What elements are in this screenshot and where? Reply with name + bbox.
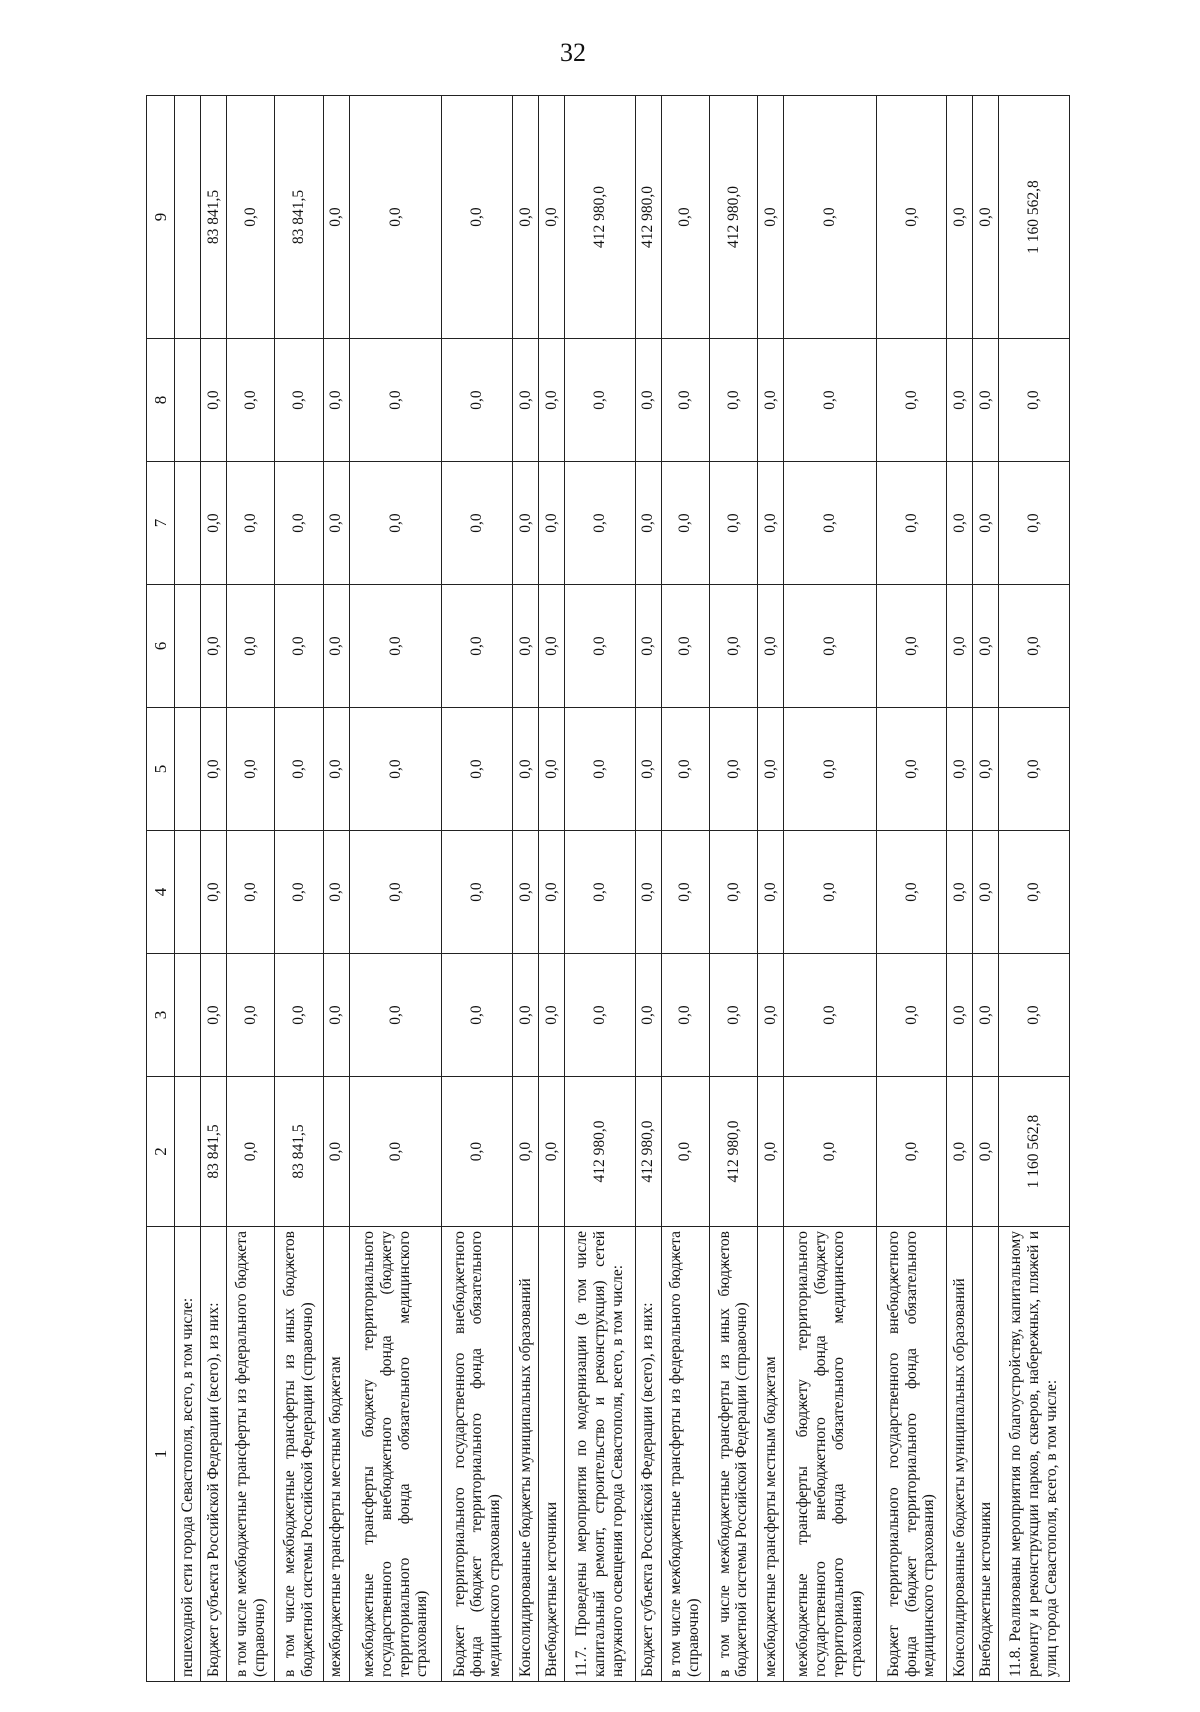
table-cell: 0,0 [349,831,442,954]
table-cell: 0,0 [784,708,877,831]
row-label: 11.8. Реализованы мероприятия по благоустройству, капитальному ремонту и реконструкции парков, скверов, набережных, пляжей и улиц города Севастополя, всего, в том числе: [999,1227,1070,1682]
table-row [513,96,539,1682]
table-cell: 0,0 [876,96,947,339]
column-header: 3 [147,954,175,1077]
table-row [947,96,973,1682]
table-cell: 0,0 [947,96,973,339]
table-cell: 0,0 [539,831,565,954]
table-cell: 0,0 [201,585,227,708]
table-cell: 0,0 [227,462,275,585]
table-container [146,96,1070,1682]
table-cell: 0,0 [513,1077,539,1227]
table-cell: 0,0 [661,708,709,831]
table-cell: 0,0 [973,585,999,708]
table-cell: 0,0 [758,708,784,831]
table-cell: 0,0 [227,1077,275,1227]
table-cell: 0,0 [973,708,999,831]
column-header: 4 [147,831,175,954]
table-cell: 0,0 [999,708,1070,831]
table-cell: 0,0 [758,1077,784,1227]
table-cell: 0,0 [442,462,513,585]
table-cell: 0,0 [784,339,877,462]
row-label: Бюджет субъекта Российской Федерации (всего), из них: [201,1227,227,1682]
table-cell: 0,0 [565,831,636,954]
table-cell: 83 841,5 [201,1077,227,1227]
table-cell: 0,0 [947,954,973,1077]
row-label: в том числе межбюджетные трансферты из иных бюджетов бюджетной системы Российской Федерации (справочно) [275,1227,323,1682]
row-label: Бюджет территориального государственного внебюджетного фонда (бюджет территориального фонда обязательного медицинского страхования) [442,1227,513,1682]
table-cell [175,585,201,708]
table-cell: 0,0 [635,954,661,1077]
table-cell: 0,0 [513,708,539,831]
table-cell: 0,0 [349,96,442,339]
table-row [565,96,636,1682]
table-cell: 0,0 [227,96,275,339]
row-label: межбюджетные трансферты местным бюджетам [758,1227,784,1682]
table-cell: 0,0 [947,831,973,954]
table-cell: 0,0 [999,462,1070,585]
table-cell: 412 980,0 [565,96,636,339]
table-cell: 0,0 [784,1077,877,1227]
table-cell: 0,0 [876,1077,947,1227]
table-cell: 0,0 [973,462,999,585]
table-row [709,96,757,1682]
table-cell: 0,0 [323,462,349,585]
table-cell: 0,0 [709,831,757,954]
table-cell: 0,0 [227,954,275,1077]
table-cell: 0,0 [661,462,709,585]
row-label: Консолидированные бюджеты муниципальных образований [513,1227,539,1682]
table-cell [175,462,201,585]
row-label: Консолидированные бюджеты муниципальных образований [947,1227,973,1682]
table-cell: 0,0 [349,954,442,1077]
table-cell: 83 841,5 [275,96,323,339]
table-cell: 0,0 [947,1077,973,1227]
budget-table [146,95,1070,1682]
table-cell: 0,0 [876,831,947,954]
table-cell: 0,0 [349,462,442,585]
table-cell [175,96,201,339]
row-label: в том числе межбюджетные трансферты из федерального бюджета (справочно) [227,1227,275,1682]
table-cell: 0,0 [349,708,442,831]
table-cell: 0,0 [565,585,636,708]
table-cell: 0,0 [539,1077,565,1227]
table-cell: 0,0 [758,96,784,339]
table-cell: 0,0 [513,831,539,954]
table-cell: 0,0 [539,96,565,339]
table-row [275,96,323,1682]
table-cell: 0,0 [323,831,349,954]
table-cell: 0,0 [565,339,636,462]
table-cell: 0,0 [201,708,227,831]
table-cell [175,339,201,462]
table-cell: 0,0 [784,954,877,1077]
table-cell: 0,0 [539,462,565,585]
table-cell: 0,0 [661,1077,709,1227]
table-cell: 0,0 [876,708,947,831]
table-cell [175,954,201,1077]
table-cell: 0,0 [275,339,323,462]
table-row [661,96,709,1682]
table-cell: 412 980,0 [709,1077,757,1227]
table-cell: 83 841,5 [201,96,227,339]
row-label: межбюджетные трансферты местным бюджетам [323,1227,349,1682]
table-cell: 0,0 [661,339,709,462]
table-cell: 0,0 [758,831,784,954]
table-cell: 0,0 [758,954,784,1077]
table-cell: 412 980,0 [565,1077,636,1227]
table-row [227,96,275,1682]
table-cell: 0,0 [349,339,442,462]
table-cell [175,1077,201,1227]
table-cell: 0,0 [876,339,947,462]
table-row [349,96,442,1682]
table-cell: 0,0 [635,831,661,954]
table-cell: 0,0 [513,585,539,708]
table-cell: 0,0 [275,462,323,585]
table-cell: 0,0 [709,339,757,462]
table-cell: 0,0 [784,96,877,339]
column-header: 2 [147,1077,175,1227]
table-cell: 0,0 [635,339,661,462]
table-cell: 0,0 [442,1077,513,1227]
row-label: в том числе межбюджетные трансферты из иных бюджетов бюджетной системы Российской Федерации (справочно) [709,1227,757,1682]
table-row [876,96,947,1682]
table-cell: 0,0 [999,339,1070,462]
table-cell: 0,0 [442,708,513,831]
table-cell: 0,0 [635,708,661,831]
row-label: межбюджетные трансферты бюджету территориального государственного внебюджетного фонда (бюджету территориального фонда обязательного медицинского страхования) [349,1227,442,1682]
table-cell: 0,0 [323,708,349,831]
table-cell: 0,0 [973,954,999,1077]
table-cell: 0,0 [876,462,947,585]
table-cell: 0,0 [442,831,513,954]
table-cell: 0,0 [349,585,442,708]
table-cell: 0,0 [758,339,784,462]
table-row [323,96,349,1682]
rotated-table-frame [146,96,1070,1682]
table-cell: 0,0 [539,954,565,1077]
table-cell: 0,0 [323,585,349,708]
table-row [999,96,1070,1682]
table-cell: 0,0 [513,954,539,1077]
table-cell: 0,0 [565,708,636,831]
table-cell: 0,0 [539,708,565,831]
table-row [973,96,999,1682]
table-cell: 0,0 [442,585,513,708]
table-row [201,96,227,1682]
table-cell: 0,0 [201,831,227,954]
table-cell: 0,0 [323,339,349,462]
table-cell: 0,0 [275,831,323,954]
header-row [147,96,175,1682]
table-cell: 0,0 [275,585,323,708]
table-cell: 0,0 [973,339,999,462]
row-label: Бюджет территориального государственного внебюджетного фонда (бюджет территориального фонда обязательного медицинского страхования) [876,1227,947,1682]
table-cell: 0,0 [661,954,709,1077]
table-cell: 0,0 [442,954,513,1077]
table-cell: 1 160 562,8 [999,96,1070,339]
column-header: 6 [147,585,175,708]
table-cell: 0,0 [513,462,539,585]
table-cell: 0,0 [201,462,227,585]
table-row [442,96,513,1682]
table-cell: 0,0 [635,585,661,708]
table-cell: 0,0 [973,831,999,954]
table-cell: 0,0 [876,954,947,1077]
table-cell: 0,0 [539,585,565,708]
table-cell [175,708,201,831]
column-header: 8 [147,339,175,462]
table-cell: 0,0 [947,708,973,831]
table-cell: 0,0 [784,585,877,708]
table-cell: 0,0 [227,339,275,462]
table-row [635,96,661,1682]
table-cell: 0,0 [999,585,1070,708]
table-cell: 0,0 [758,585,784,708]
table-row [539,96,565,1682]
table-row [784,96,877,1682]
table-cell: 0,0 [201,339,227,462]
table-cell: 0,0 [565,954,636,1077]
table-cell: 0,0 [973,1077,999,1227]
table-cell: 0,0 [227,585,275,708]
table-cell: 0,0 [661,585,709,708]
table-cell: 83 841,5 [275,1077,323,1227]
table-cell: 0,0 [784,831,877,954]
page-number: 32 [560,38,586,67]
table-cell: 412 980,0 [635,96,661,339]
table-cell: 0,0 [973,96,999,339]
table-cell: 0,0 [323,1077,349,1227]
table-cell: 0,0 [999,954,1070,1077]
table-row [758,96,784,1682]
table-cell: 0,0 [661,831,709,954]
row-label: межбюджетные трансферты бюджету территориального государственного внебюджетного фонда (бюджету территориального фонда обязательного медицинского страхования) [784,1227,877,1682]
table-cell: 0,0 [709,462,757,585]
table-cell: 0,0 [323,96,349,339]
table-cell: 0,0 [947,462,973,585]
table-cell: 412 980,0 [709,96,757,339]
table-cell: 0,0 [275,954,323,1077]
table-cell: 412 980,0 [635,1077,661,1227]
column-header: 1 [147,1227,175,1682]
table-cell: 0,0 [565,462,636,585]
table-cell: 0,0 [758,462,784,585]
table-cell: 0,0 [349,1077,442,1227]
table-cell: 0,0 [635,462,661,585]
table-cell: 1 160 562,8 [999,1077,1070,1227]
column-header: 7 [147,462,175,585]
table-cell: 0,0 [442,96,513,339]
table-cell: 0,0 [442,339,513,462]
table-cell: 0,0 [227,708,275,831]
column-header: 9 [147,96,175,339]
table-cell [175,831,201,954]
table-cell: 0,0 [947,585,973,708]
table-cell: 0,0 [709,954,757,1077]
row-label: 11.7. Проведены мероприятия по модернизации (в том числе капитальный ремонт, строительство и реконструкция) сетей наружного освещения города Севастополя, всего, в том числе: [565,1227,636,1682]
table-row [175,96,201,1682]
column-header: 5 [147,708,175,831]
row-label: Внебюджетные источники [973,1227,999,1682]
table-cell: 0,0 [947,339,973,462]
table-cell: 0,0 [999,831,1070,954]
table-cell: 0,0 [323,954,349,1077]
table-cell: 0,0 [709,708,757,831]
table-cell: 0,0 [513,339,539,462]
row-label: пешеходной сети города Севастополя, всего, в том числе: [175,1227,201,1682]
table-cell: 0,0 [539,339,565,462]
table-cell: 0,0 [227,831,275,954]
table-cell: 0,0 [709,585,757,708]
table-cell: 0,0 [876,585,947,708]
table-cell: 0,0 [661,96,709,339]
table-cell: 0,0 [513,96,539,339]
row-label: Внебюджетные источники [539,1227,565,1682]
table-cell: 0,0 [275,708,323,831]
table-cell: 0,0 [201,954,227,1077]
row-label: в том числе межбюджетные трансферты из федерального бюджета (справочно) [661,1227,709,1682]
row-label: Бюджет субъекта Российской Федерации (всего), из них: [635,1227,661,1682]
table-cell: 0,0 [784,462,877,585]
